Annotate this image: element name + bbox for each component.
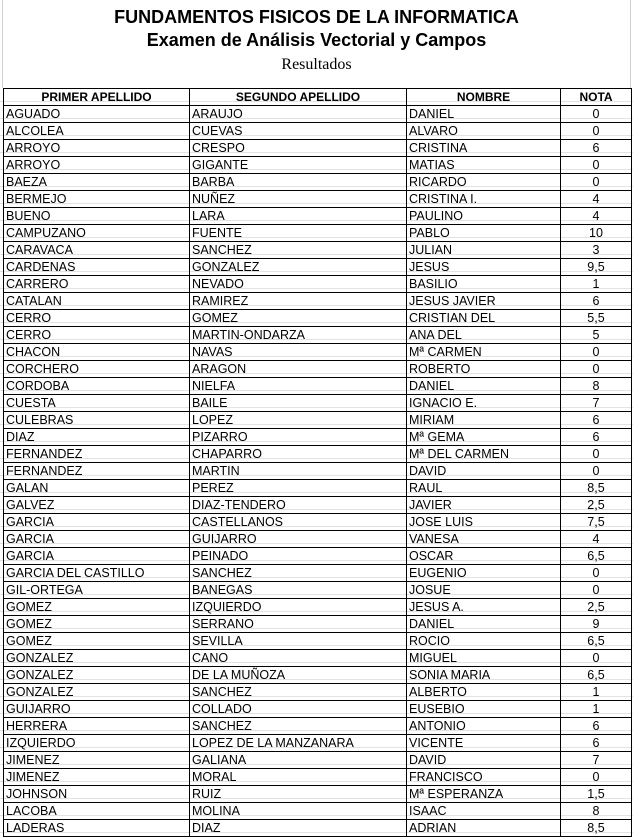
- cell-nota[interactable]: 0: [561, 446, 632, 463]
- results-table-body: [4, 106, 632, 837]
- cell-nombre[interactable]: CRISTINA I.: [407, 191, 561, 208]
- cell-nombre[interactable]: DANIEL: [407, 378, 561, 395]
- cell-primer-apellido[interactable]: GONZALEZ: [4, 667, 190, 684]
- cell-primer-apellido[interactable]: GARCIA DEL CASTILLO: [4, 565, 190, 582]
- cell-primer-apellido[interactable]: GOMEZ: [4, 599, 190, 616]
- cell-primer-apellido[interactable]: BAEZA: [4, 174, 190, 191]
- cell-segundo-apellido[interactable]: LARA: [190, 208, 407, 225]
- cell-segundo-apellido[interactable]: COLLADO: [190, 701, 407, 718]
- table-row: [4, 123, 632, 140]
- cell-segundo-apellido[interactable]: BAILE: [190, 395, 407, 412]
- cell-primer-apellido[interactable]: CERRO: [4, 310, 190, 327]
- cell-nombre[interactable]: IGNACIO E.: [407, 395, 561, 412]
- cell-nombre[interactable]: ANA DEL: [407, 327, 561, 344]
- cell-nombre[interactable]: MIRIAM: [407, 412, 561, 429]
- cell-primer-apellido[interactable]: FERNANDEZ: [4, 463, 190, 480]
- cell-nombre[interactable]: Mª ESPERANZA: [407, 786, 561, 803]
- table-row: [4, 259, 632, 276]
- table-row: [4, 378, 632, 395]
- cell-segundo-apellido[interactable]: PEREZ: [190, 480, 407, 497]
- cell-nota[interactable]: 8: [561, 803, 632, 820]
- cell-nota[interactable]: 1,5: [561, 786, 632, 803]
- cell-nota[interactable]: 0: [561, 174, 632, 191]
- cell-nota[interactable]: 0: [561, 157, 632, 174]
- header-row: [4, 89, 632, 106]
- cell-segundo-apellido[interactable]: SANCHEZ: [190, 242, 407, 259]
- cell-segundo-apellido[interactable]: DIAZ: [190, 820, 407, 837]
- cell-nombre[interactable]: DAVID: [407, 752, 561, 769]
- cell-nota[interactable]: 6,5: [561, 667, 632, 684]
- cell-primer-apellido[interactable]: GARCIA: [4, 548, 190, 565]
- cell-nombre[interactable]: JOSE LUIS: [407, 514, 561, 531]
- cell-nota[interactable]: 4: [561, 191, 632, 208]
- cell-nota[interactable]: 2,5: [561, 497, 632, 514]
- table-row: [4, 582, 632, 599]
- cell-nota[interactable]: 3: [561, 242, 632, 259]
- cell-segundo-apellido[interactable]: MARTIN: [190, 463, 407, 480]
- cell-nombre[interactable]: PABLO: [407, 225, 561, 242]
- cell-nombre[interactable]: SONIA MARIA: [407, 667, 561, 684]
- cell-segundo-apellido[interactable]: ARAUJO: [190, 106, 407, 123]
- cell-segundo-apellido[interactable]: NUÑEZ: [190, 191, 407, 208]
- cell-segundo-apellido[interactable]: SANCHEZ: [190, 718, 407, 735]
- cell-primer-apellido[interactable]: BUENO: [4, 208, 190, 225]
- cell-segundo-apellido[interactable]: BARBA: [190, 174, 407, 191]
- cell-nombre[interactable]: JOSUE: [407, 582, 561, 599]
- cell-nombre[interactable]: PAULINO: [407, 208, 561, 225]
- cell-primer-apellido[interactable]: ALCOLEA: [4, 123, 190, 140]
- cell-primer-apellido[interactable]: GIL-ORTEGA: [4, 582, 190, 599]
- cell-nota[interactable]: 0: [561, 565, 632, 582]
- cell-segundo-apellido[interactable]: BANEGAS: [190, 582, 407, 599]
- cell-primer-apellido[interactable]: FERNANDEZ: [4, 446, 190, 463]
- table-row: [4, 752, 632, 769]
- cell-nota[interactable]: 6: [561, 735, 632, 752]
- table-row: [4, 497, 632, 514]
- cell-nota[interactable]: 6,5: [561, 633, 632, 650]
- cell-nota[interactable]: 8,5: [561, 820, 632, 837]
- cell-segundo-apellido[interactable]: IZQUIERDO: [190, 599, 407, 616]
- cell-nota[interactable]: 6: [561, 412, 632, 429]
- cell-segundo-apellido[interactable]: SEVILLA: [190, 633, 407, 650]
- cell-primer-apellido[interactable]: GARCIA: [4, 514, 190, 531]
- cell-nota[interactable]: 6,5: [561, 548, 632, 565]
- cell-nota[interactable]: 6: [561, 140, 632, 157]
- cell-nombre[interactable]: MATIAS: [407, 157, 561, 174]
- results-caption: Resultados: [281, 56, 352, 73]
- cell-primer-apellido[interactable]: JIMENEZ: [4, 769, 190, 786]
- cell-primer-apellido[interactable]: CULEBRAS: [4, 412, 190, 429]
- table-row: [4, 480, 632, 497]
- cell-nombre[interactable]: FRANCISCO: [407, 769, 561, 786]
- cell-segundo-apellido[interactable]: CHAPARRO: [190, 446, 407, 463]
- cell-primer-apellido[interactable]: ARROYO: [4, 140, 190, 157]
- cell-nota[interactable]: 0: [561, 361, 632, 378]
- header-block: [0, 0, 633, 88]
- cell-primer-apellido[interactable]: GOMEZ: [4, 633, 190, 650]
- table-row: [4, 463, 632, 480]
- cell-segundo-apellido[interactable]: FUENTE: [190, 225, 407, 242]
- cell-nota[interactable]: 0: [561, 106, 632, 123]
- cell-segundo-apellido[interactable]: SANCHEZ: [190, 565, 407, 582]
- cell-nombre[interactable]: JESUS JAVIER: [407, 293, 561, 310]
- table-row: [4, 106, 632, 123]
- cell-nombre[interactable]: BASILIO: [407, 276, 561, 293]
- cell-segundo-apellido[interactable]: RUIZ: [190, 786, 407, 803]
- cell-primer-apellido[interactable]: IZQUIERDO: [4, 735, 190, 752]
- table-row: [4, 701, 632, 718]
- cell-nombre[interactable]: ISAAC: [407, 803, 561, 820]
- cell-primer-apellido[interactable]: BERMEJO: [4, 191, 190, 208]
- cell-primer-apellido[interactable]: CORCHERO: [4, 361, 190, 378]
- cell-nombre[interactable]: EUSEBIO: [407, 701, 561, 718]
- cell-nombre[interactable]: ADRIAN: [407, 820, 561, 837]
- cell-nota[interactable]: 5: [561, 327, 632, 344]
- cell-segundo-apellido[interactable]: GOMEZ: [190, 310, 407, 327]
- cell-nota[interactable]: 8,5: [561, 480, 632, 497]
- table-row: [4, 616, 632, 633]
- cell-nombre[interactable]: DANIEL: [407, 616, 561, 633]
- cell-primer-apellido[interactable]: CARRERO: [4, 276, 190, 293]
- cell-segundo-apellido[interactable]: CUEVAS: [190, 123, 407, 140]
- column-header-nombre[interactable]: NOMBRE: [407, 89, 561, 106]
- cell-primer-apellido[interactable]: CERRO: [4, 327, 190, 344]
- cell-segundo-apellido[interactable]: NAVAS: [190, 344, 407, 361]
- cell-nombre[interactable]: RAUL: [407, 480, 561, 497]
- cell-nota[interactable]: 4: [561, 208, 632, 225]
- cell-primer-apellido[interactable]: CARAVACA: [4, 242, 190, 259]
- table-row: [4, 599, 632, 616]
- table-row: [4, 786, 632, 803]
- cell-segundo-apellido[interactable]: NIELFA: [190, 378, 407, 395]
- cell-segundo-apellido[interactable]: NEVADO: [190, 276, 407, 293]
- cell-segundo-apellido[interactable]: MARTIN-ONDARZA: [190, 327, 407, 344]
- table-row: [4, 718, 632, 735]
- cell-primer-apellido[interactable]: GARCIA: [4, 531, 190, 548]
- cell-primer-apellido[interactable]: GALVEZ: [4, 497, 190, 514]
- cell-segundo-apellido[interactable]: RAMIREZ: [190, 293, 407, 310]
- cell-nota[interactable]: 0: [561, 123, 632, 140]
- cell-nombre[interactable]: CRISTINA: [407, 140, 561, 157]
- cell-segundo-apellido[interactable]: LOPEZ: [190, 412, 407, 429]
- cell-primer-apellido[interactable]: GONZALEZ: [4, 650, 190, 667]
- cell-nota[interactable]: 2,5: [561, 599, 632, 616]
- cell-nombre[interactable]: CRISTIAN DEL: [407, 310, 561, 327]
- cell-primer-apellido[interactable]: LACOBA: [4, 803, 190, 820]
- table-row: [4, 650, 632, 667]
- cell-nombre[interactable]: DANIEL: [407, 106, 561, 123]
- cell-nombre[interactable]: ROCIO: [407, 633, 561, 650]
- cell-nombre[interactable]: JAVIER: [407, 497, 561, 514]
- cell-nombre[interactable]: JULIAN: [407, 242, 561, 259]
- cell-primer-apellido[interactable]: ARROYO: [4, 157, 190, 174]
- table-row: [4, 395, 632, 412]
- cell-nota[interactable]: 1: [561, 276, 632, 293]
- table-row: [4, 157, 632, 174]
- cell-nombre[interactable]: ALBERTO: [407, 684, 561, 701]
- table-row: [4, 412, 632, 429]
- table-row: [4, 429, 632, 446]
- course-title: FUNDAMENTOS FISICOS DE LA INFORMATICA: [114, 7, 519, 27]
- cell-nota[interactable]: 0: [561, 344, 632, 361]
- table-row: [4, 803, 632, 820]
- cell-nombre[interactable]: MIGUEL: [407, 650, 561, 667]
- column-header-primer-apellido[interactable]: PRIMER APELLIDO: [4, 89, 190, 106]
- table-row: [4, 208, 632, 225]
- cell-nota[interactable]: 4: [561, 531, 632, 548]
- cell-primer-apellido[interactable]: JIMENEZ: [4, 752, 190, 769]
- cell-primer-apellido[interactable]: GUIJARRO: [4, 701, 190, 718]
- cell-primer-apellido[interactable]: HERRERA: [4, 718, 190, 735]
- table-row: [4, 769, 632, 786]
- cell-nombre[interactable]: Mª DEL CARMEN: [407, 446, 561, 463]
- cell-nota[interactable]: 10: [561, 225, 632, 242]
- table-row: [4, 667, 632, 684]
- cell-nota[interactable]: 0: [561, 650, 632, 667]
- cell-primer-apellido[interactable]: CHACON: [4, 344, 190, 361]
- column-header-segundo-apellido[interactable]: SEGUNDO APELLIDO: [190, 89, 407, 106]
- cell-nombre[interactable]: ALVARO: [407, 123, 561, 140]
- cell-segundo-apellido[interactable]: SERRANO: [190, 616, 407, 633]
- column-header-nota[interactable]: NOTA: [561, 89, 632, 106]
- table-row: [4, 140, 632, 157]
- cell-nota[interactable]: 0: [561, 463, 632, 480]
- cell-nombre[interactable]: OSCAR: [407, 548, 561, 565]
- cell-segundo-apellido[interactable]: CANO: [190, 650, 407, 667]
- cell-segundo-apellido[interactable]: PEINADO: [190, 548, 407, 565]
- cell-nombre[interactable]: VANESA: [407, 531, 561, 548]
- cell-segundo-apellido[interactable]: GONZALEZ: [190, 259, 407, 276]
- cell-nota[interactable]: 9: [561, 616, 632, 633]
- cell-primer-apellido[interactable]: DIAZ: [4, 429, 190, 446]
- cell-nota[interactable]: 6: [561, 429, 632, 446]
- cell-primer-apellido[interactable]: CORDOBA: [4, 378, 190, 395]
- table-row: [4, 242, 632, 259]
- table-row: [4, 293, 632, 310]
- table-row: [4, 531, 632, 548]
- cell-nombre[interactable]: ANTONIO: [407, 718, 561, 735]
- cell-nota[interactable]: 6: [561, 718, 632, 735]
- table-row: [4, 174, 632, 191]
- cell-segundo-apellido[interactable]: GALIANA: [190, 752, 407, 769]
- cell-nota[interactable]: 9,5: [561, 259, 632, 276]
- cell-primer-apellido[interactable]: LADERAS: [4, 820, 190, 837]
- cell-nota[interactable]: 7: [561, 752, 632, 769]
- table-row: [4, 276, 632, 293]
- table-row: [4, 633, 632, 650]
- cell-primer-apellido[interactable]: CATALAN: [4, 293, 190, 310]
- cell-nombre[interactable]: Mª GEMA: [407, 429, 561, 446]
- cell-segundo-apellido[interactable]: MOLINA: [190, 803, 407, 820]
- cell-nombre[interactable]: ROBERTO: [407, 361, 561, 378]
- cell-primer-apellido[interactable]: CARDENAS: [4, 259, 190, 276]
- table-row: [4, 327, 632, 344]
- table-row: [4, 446, 632, 463]
- cell-segundo-apellido[interactable]: CASTELLANOS: [190, 514, 407, 531]
- cell-nombre[interactable]: RICARDO: [407, 174, 561, 191]
- cell-nombre[interactable]: Mª CARMEN: [407, 344, 561, 361]
- cell-segundo-apellido[interactable]: GIGANTE: [190, 157, 407, 174]
- cell-nota[interactable]: 0: [561, 769, 632, 786]
- cell-primer-apellido[interactable]: JOHNSON: [4, 786, 190, 803]
- cell-primer-apellido[interactable]: GOMEZ: [4, 616, 190, 633]
- table-row: [4, 344, 632, 361]
- cell-nombre[interactable]: JESUS A.: [407, 599, 561, 616]
- table-row: [4, 225, 632, 242]
- cell-primer-apellido[interactable]: CUESTA: [4, 395, 190, 412]
- cell-nombre[interactable]: EUGENIO: [407, 565, 561, 582]
- table-row: [4, 565, 632, 582]
- table-row: [4, 684, 632, 701]
- table-row: [4, 548, 632, 565]
- cell-nombre[interactable]: JESUS: [407, 259, 561, 276]
- cell-nombre[interactable]: VICENTE: [407, 735, 561, 752]
- cell-nota[interactable]: 1: [561, 684, 632, 701]
- table-row: [4, 191, 632, 208]
- table-row: [4, 514, 632, 531]
- cell-segundo-apellido[interactable]: ARAGON: [190, 361, 407, 378]
- cell-nota[interactable]: 5,5: [561, 310, 632, 327]
- table-row: [4, 820, 632, 837]
- cell-primer-apellido[interactable]: GONZALEZ: [4, 684, 190, 701]
- cell-primer-apellido[interactable]: CAMPUZANO: [4, 225, 190, 242]
- cell-segundo-apellido[interactable]: CRESPO: [190, 140, 407, 157]
- cell-nota[interactable]: 7,5: [561, 514, 632, 531]
- cell-nota[interactable]: 6: [561, 293, 632, 310]
- cell-segundo-apellido[interactable]: MORAL: [190, 769, 407, 786]
- cell-segundo-apellido[interactable]: GUIJARRO: [190, 531, 407, 548]
- cell-segundo-apellido[interactable]: DE LA MUÑOZA: [190, 667, 407, 684]
- cell-primer-apellido[interactable]: AGUADO: [4, 106, 190, 123]
- cell-primer-apellido[interactable]: GALAN: [4, 480, 190, 497]
- cell-segundo-apellido[interactable]: SANCHEZ: [190, 684, 407, 701]
- cell-segundo-apellido[interactable]: PIZARRO: [190, 429, 407, 446]
- table-row: [4, 735, 632, 752]
- exam-subtitle: Examen de Análisis Vectorial y Campos: [146, 30, 487, 50]
- results-table: [3, 88, 632, 837]
- cell-nota[interactable]: 1: [561, 701, 632, 718]
- cell-nota[interactable]: 0: [561, 582, 632, 599]
- cell-segundo-apellido[interactable]: LOPEZ DE LA MANZANARA: [190, 735, 407, 752]
- cell-nota[interactable]: 7: [561, 395, 632, 412]
- cell-nombre[interactable]: DAVID: [407, 463, 561, 480]
- cell-segundo-apellido[interactable]: DIAZ-TENDERO: [190, 497, 407, 514]
- table-row: [4, 310, 632, 327]
- cell-nota[interactable]: 8: [561, 378, 632, 395]
- table-row: [4, 361, 632, 378]
